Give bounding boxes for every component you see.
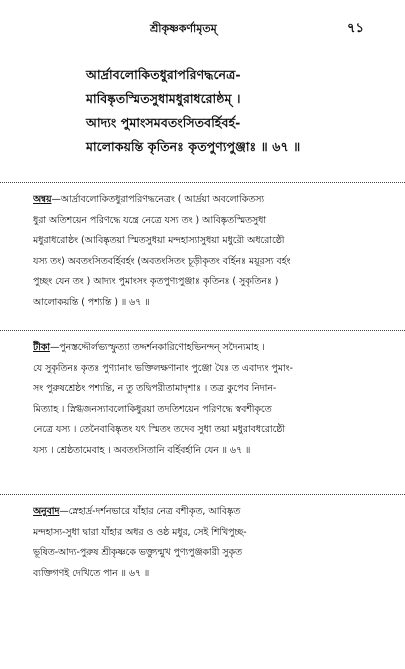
anuvad-first-line — [33, 502, 383, 523]
anvaya-line: ধুরা অতিশয়েন পরিণদ্ধে যন্ত্রে নেত্রে যস্য তং ) আবিষ্কৃতস্মিতসুধা — [33, 214, 267, 226]
section-divider — [0, 494, 405, 495]
anvaya-section — [33, 190, 383, 313]
tika-line: নেত্রে যস্য । তেনৈবাবিষ্কৃতং যৎ স্মিতং তদেব সুধা তয়া মধুরাবধরোষ্ঠৌ — [33, 424, 286, 435]
anvaya-label: অন্বয় — [33, 194, 52, 205]
tika-label: টীকা — [33, 342, 50, 353]
tika-section — [33, 338, 383, 461]
tika-line: মিত্যাহ । স্নিগ্ধজনস্যাবলোকিধুরয়া তদতিশয়েন পরিণদ্ধে স্ববশীকৃতে — [33, 403, 272, 415]
verse-line: আদ্যং পুমাংসমবতংসিতবর্হিবর্হ- — [86, 115, 241, 130]
section-divider — [0, 182, 405, 183]
anuvad-first-line-text: —স্নেহার্দ্র-দর্শনভারে যাঁহার নেত্র বশীকৃত, আবিষ্কৃত — [59, 506, 241, 517]
tika-first-line-text: —পুনস্তদ্দৌর্লভ্যস্ফুত্যা তদ্দর্শনকারিণোহভিনন্দন্ সদৈন্যমাহ । — [49, 342, 265, 353]
running-header — [0, 20, 405, 40]
anuvad-section — [33, 502, 383, 584]
anvaya-first-line-text: —আর্দ্রাবলোকিতধুরাপরিণদ্ধনেত্রং ( আর্দ্রয়া অবলোকিতস্য — [51, 194, 265, 205]
tika-line: যস্য । শ্রেষ্ঠতামেবাহ । অবতংসিতানি বর্হিবর্হানি যেন ॥ ৬৭ ॥ — [33, 444, 251, 456]
anvaya-line: আলোকয়ন্তি ( পশ্যন্তি ) ॥ ৬৭ ॥ — [33, 296, 150, 308]
anuvad-line: ব্যক্তিগণই দেখিতে পান ॥ ৬৭ ॥ — [33, 567, 150, 579]
anuvad-line: মন্দহাস্য-সুধা দ্বারা যাঁহার অধর ও ওষ্ঠ মধুর, সেই শিখিপুচ্ছ- — [33, 526, 247, 538]
verse-line: মাবিষ্কৃতস্মিতসুধামধুরাধরোষ্ঠম্ । — [86, 91, 241, 106]
verse-line: আর্দ্রাবলোকিতধুরাপরিণদ্ধনেত্র- — [86, 67, 241, 82]
running-title: শ্রীকৃষ্ণকর্ণামৃতম্ — [150, 22, 217, 35]
page-number: ৭১ — [347, 21, 364, 36]
verse-line: মালোকয়ন্তি কৃতিনঃ কৃতপুণ্যপুঞ্জাঃ ॥ ৬৭ ॥ — [86, 139, 301, 154]
tika-line: যে সুকৃতিনঃ কৃতঃ পুণ্যানাং ভক্তিলক্ষণানাং পুঞ্জো যৈঃ ত এবাদ্যং পুমাং- — [33, 362, 293, 374]
anvaya-first-line — [33, 190, 383, 211]
anuvad-line: ভূষিত-আদ্য-পুরুষ শ্রীকৃষ্ণকে ভক্ত্যুন্মুখ পুণ্যপুঞ্জকারী সুকৃত — [33, 547, 242, 558]
verse-block — [86, 63, 396, 159]
anvaya-line: যস্য তং) অবতংসিতবর্হিবর্হং (অবতংসিতং চূড়ীকৃতং বর্হিনঃ ময়ূরস্য বর্হং — [33, 255, 291, 267]
anvaya-line: মধুরাধরোষ্ঠং (আবিষ্কৃতয়া স্মিতসুধয়া মন্দহাস্যাসুধয়া মধুরৌ অধরোষ্ঠৌ — [33, 235, 285, 246]
anuvad-label: অনুবাদ — [33, 506, 60, 517]
tika-first-line — [33, 338, 383, 359]
anvaya-line: পুচ্ছং যেন তং ) আদ্যং পুমাংসং কৃতপুণ্যপুঞ্জাঃ কৃতিনঃ ( সুকৃতিনঃ ) — [33, 276, 279, 287]
tika-line: সং পুরুষশ্রেষ্ঠং পশ্যন্তি, ন তু তদ্বিপরীতামাদৃশাঃ । তত্র কুপেব নিদান- — [33, 383, 277, 394]
section-divider — [0, 330, 405, 331]
